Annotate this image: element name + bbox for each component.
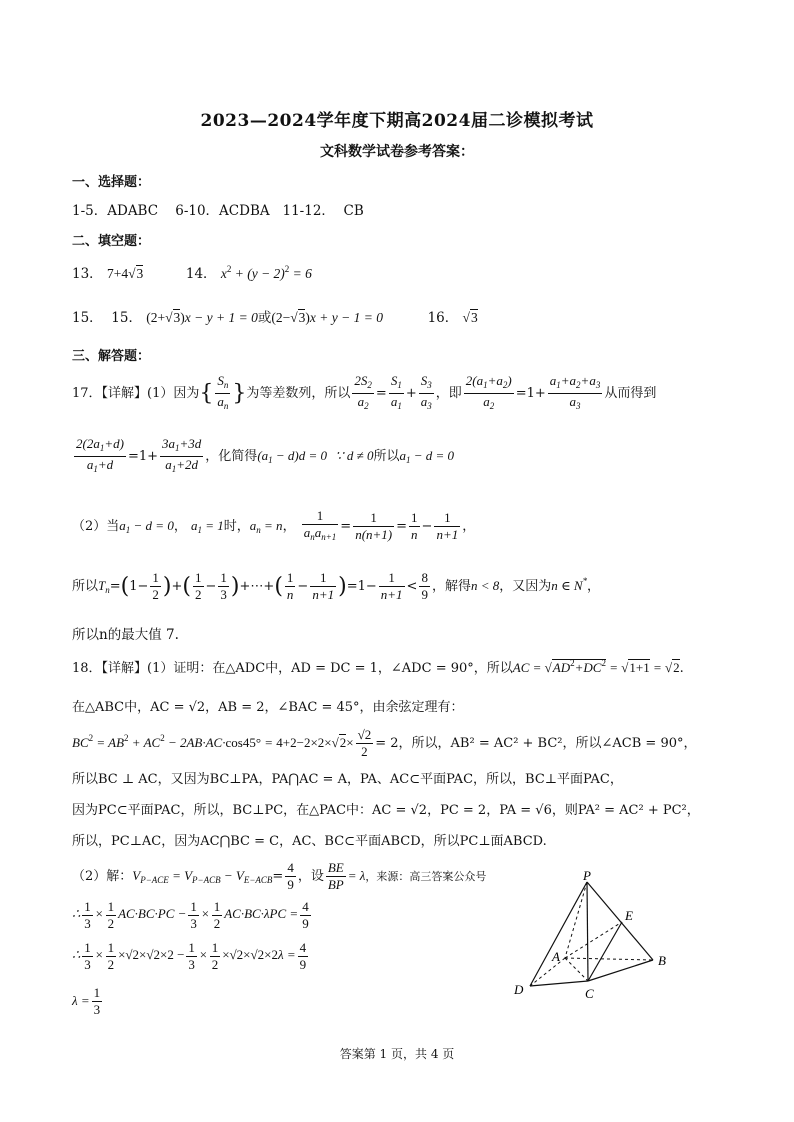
fill-answers-13-14 [72,262,312,282]
q16-num: 16． [427,310,459,326]
p18-line6: 所以，PC⊥AC，因为AC⋂BC = C，AC、BC⊂平面ABCD，所以PC⊥面ABCD. [72,834,547,849]
p18-part2-line1: （2）解：$V_{P-ACE} = V_{P-ACB} - V_{E-ACB}=$ $\frac{4}{9}$ ，设 $\frac{BE}{BP}$ = λ，来源：高三答案公众号 [72,860,487,892]
p17-2-head: （2）当 [72,519,120,534]
p17-part2-line1: （2）当$a_1 - d = 0$， $a_1 = 1$时，$a_n = n$， $\frac{1}{a_na_{n+1}}$ = $\frac{1}{n(n+1)}$ = $\frac{1}{n}$ − $\frac{1}{n+1}$ ， [72,508,476,542]
label-E: E [625,908,633,923]
choice-answers: 1-5．ADABC 6-10．ACDBA 11-12． CB [72,203,364,219]
p17-t3: 从而得到 [604,386,657,401]
p18-2-head: （2）解： [72,869,133,884]
p17-also: ，又因为 [499,579,552,594]
p17-2-t2: 时， [223,519,250,534]
q15-or: 或 [257,310,272,326]
p18-line4: 所以BC ⊥ AC，又因为BC⊥PA，PA⋂AC = A，PA、AC⊂平面PAC，所以，BC⊥平面PAC， [72,772,623,787]
q13-num: 13． [72,266,103,282]
q16-answer: √3 [462,310,478,325]
q14-answer: $x^2 + (y - 2)^2 = 6$ [220,264,312,281]
p17-line1: 17．【详解】(1）因为{ $\frac{S_n}{a_n}$ }为等差数列，所以 $\frac{2S_2}{a_2}$ = $\frac{S_1}{a_1}$ + $\frac{S_3}{a_3}$ ，即 $\frac{2(a_1+a_2)}{a_2}$ =1+ $\frac{a_1+a_2+a_3}{a_3}$ 从而得到 [72,373,657,411]
p17-so: 所以 [72,579,99,594]
p17-t4: ，化简得 [205,449,258,464]
label-C: C [585,986,594,1001]
q13-answer: 7+4√3 [106,266,144,281]
p17-t1: 为等差数列，所以 [246,386,351,401]
p18-line1: 18．【详解】(1）证明：在△ADC中，AD = DC = 1，∠ADC = 90°，所以AC = $√AD^2+DC^2 = √1+1 = √2$. [72,658,684,676]
label-D: D [514,982,524,997]
label-B: B [658,953,666,968]
section-choice-label: 一、选择题： [72,175,151,190]
page-footer: 答案第 1 页，共 4 页 [339,1047,455,1061]
label-A: A [552,949,560,964]
q15-num: 15． 15． [72,310,142,326]
p17-2-t1: ， [173,519,187,534]
p18-2-source: ，来源：高三答案公众号 [365,870,487,883]
fill-answers-15-16 [72,306,478,326]
page-title: 2023—2024学年度下期高2024届二诊模拟考试 [200,111,594,131]
p18-line5: 因为PC⊂平面PAC，所以，BC⊥PC，在△PAC中：AC = √2，PC = 2，PA = √6，则PA² = AC² + PC²， [72,803,700,818]
p18-part2-line3: ∴ $\frac{1}{3}$ × $\frac{1}{2}$ ×√2×√2×2 − $\frac{1}{3}$ × $\frac{1}{2}$ ×√2×√2×2λ = $\frac{4}{9}$ [72,940,307,972]
p18-head: 18．【详解】(1）证明：在△ADC中，AD = DC = 1，∠ADC = 90°，所以 [72,661,513,676]
p18-2-set: ，设 [297,869,324,884]
section-solve-label: 三、解答题： [72,349,151,364]
p17-t2: ，即 [435,386,462,401]
page-subtitle: 文科数学试卷参考答案： [320,144,474,160]
pyramid-figure [505,868,685,1008]
q14-num: 14． [185,266,217,282]
p18-line3: $BC^2 = AB^2 + AC^2 - 2AB\cdot AC\cdot\cos 45^\circ = 4+2-2\times 2\times√2\times$ $\frac{√2}{2}$ = 2，所以，AB² = AC² + BC²，所以∠ACB = 90°， [72,727,697,759]
p17-t5: 所以 [373,449,400,464]
p18-part2-line4: λ = $\frac{1}{3}$ [72,985,101,1017]
p17-head: 17．【详解】(1）因为 [72,386,200,401]
p18-part2-line2: ∴ $\frac{1}{3}$ × $\frac{1}{2}$ AC·BC·PC − $\frac{1}{3}$ × $\frac{1}{2}$ AC·BC·λPC = $\frac{4}{9}$ [72,899,309,931]
p17-solve: ，解得 [431,579,471,594]
q15-answer-a: (2+√3)x − y + 1 = 0 [146,310,258,325]
p17-line2: $\frac{2(2a_1+d)}{a_1+d}$ =1+ $\frac{3a_1+3d}{a_1+2d}$ ，化简得$(a_1 - d)d = 0$ ∵ d ≠ 0所以$a_1 - d = 0$ [76,436,455,474]
section-fill-label: 二、填空题： [72,234,151,249]
label-P: P [583,868,591,883]
p18-line2: 在△ABC中，AC = √2，AB = 2，∠BAC = 45°，由余弦定理有： [72,700,464,715]
lambda-label: λ = [72,993,90,1008]
p17-last: 所以n的最大值 7. [72,627,179,643]
p17-part2-line2: 所以$T_n=(1-$ $\frac{1}{2}$ )+( $\frac{1}{2}$ − $\frac{1}{3}$ )+⋯+( $\frac{1}{n}$ − $\frac{1}{n+1}$ )=1− $\frac{1}{n+1}$ < $\frac{8}{9}$ ，解得n < 8，又因为n ∈ N*， [72,570,601,602]
p18-line3-tail: ，所以，AB² = AC² + BC²，所以∠ACB = 90°， [398,736,697,751]
q15-answer-b: (2−√3)x + y − 1 = 0 [271,310,383,325]
